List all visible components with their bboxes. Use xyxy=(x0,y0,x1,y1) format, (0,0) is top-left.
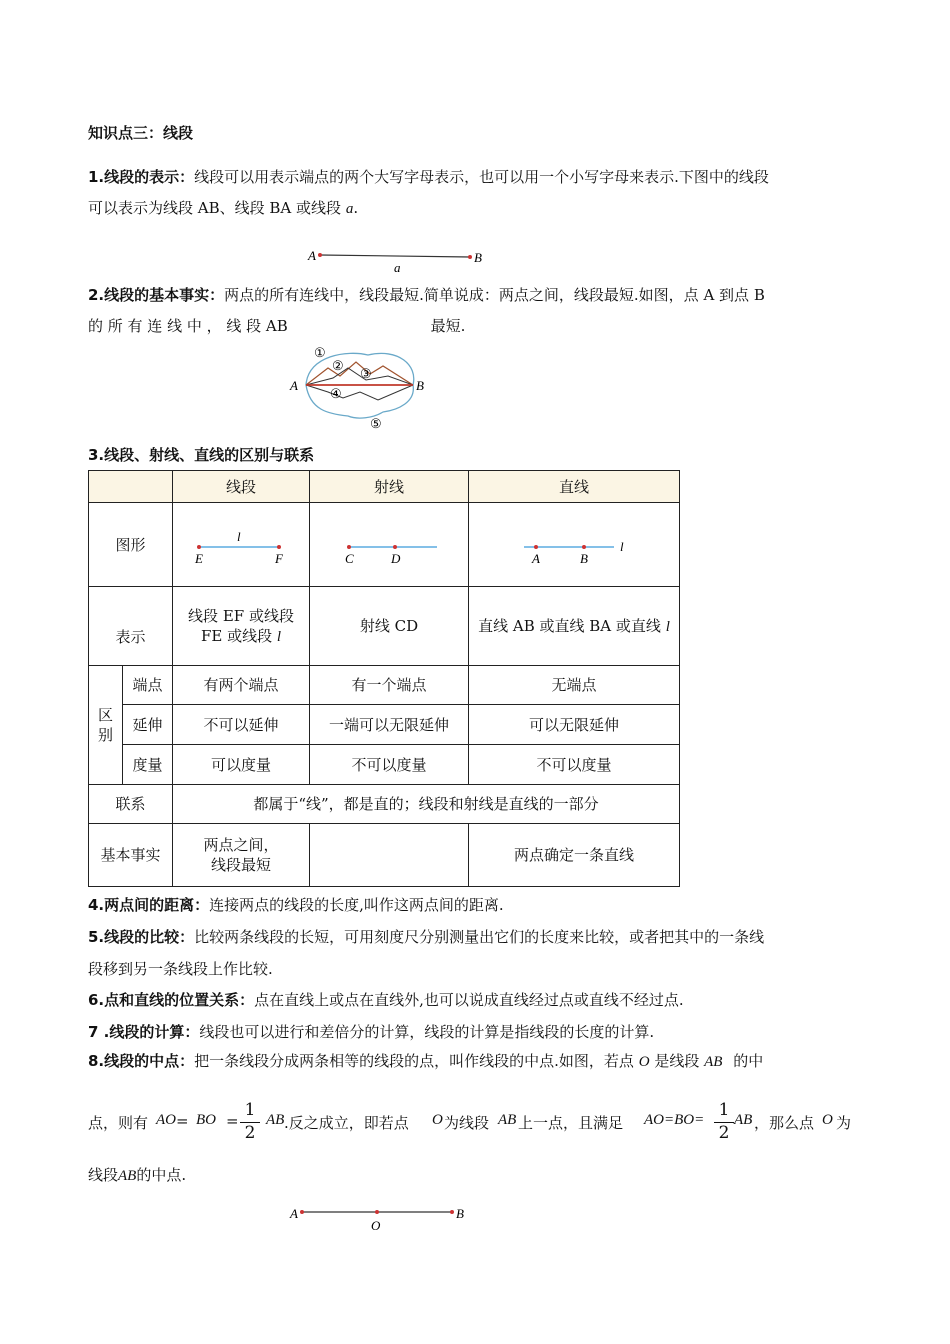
paragraph-4 xyxy=(88,894,860,916)
notation-line-text: 直线 AB 或直线 BA 或直线 xyxy=(478,616,661,635)
p8-text-1: 把一条线段分成两条相等的线段的点，叫作线段的中点.如图，若点 xyxy=(194,1052,634,1070)
comparison-table xyxy=(88,470,680,887)
p8-eq-1: = xyxy=(176,1112,189,1130)
row-label-relation: 联系 xyxy=(89,785,173,824)
cell-endpoints-segment: 有两个端点 xyxy=(173,666,310,705)
segment-a-label: a xyxy=(394,260,401,275)
point-b-label: B xyxy=(456,1206,464,1221)
frac-2-numerator: 1 xyxy=(718,1100,730,1120)
path-4-broken xyxy=(306,385,413,400)
paragraph-4-label: 4.两点间的距离： xyxy=(88,896,210,914)
point-a-label: A xyxy=(308,248,316,263)
paragraph-2-text: 两点的所有连线中，线段最短.简单说成：两点之间，线段最短.如图，点 A 到点 B xyxy=(224,286,765,304)
point-b-label: B xyxy=(474,250,482,265)
notation-ray: 射线 CD xyxy=(310,587,469,666)
p8-text-5: .反之成立，即若点 xyxy=(284,1114,409,1132)
paragraph-6 xyxy=(88,989,860,1011)
cell-endpoints-line: 无端点 xyxy=(469,666,680,705)
line-ab-figure xyxy=(514,517,634,567)
point-a-label: A xyxy=(290,1206,298,1221)
row-label-measure: 度量 xyxy=(123,745,173,785)
p8-var-ab-4: AB xyxy=(734,1112,753,1128)
fact-segment-line-1: 两点之间， xyxy=(203,836,279,854)
notation-segment-var: l xyxy=(276,628,282,645)
notation-line xyxy=(469,587,680,666)
p8-text-4: 点，则有 xyxy=(88,1114,149,1132)
paragraph-4-text: 连接两点的线段的长度,叫作这两点间的距离. xyxy=(209,896,504,914)
paragraph-2-text-3: 最短. xyxy=(430,317,466,335)
point-d-label: D xyxy=(391,551,401,566)
frac-2-denominator: 2 xyxy=(718,1123,730,1143)
cell-extension-line: 可以无限延伸 xyxy=(469,705,680,745)
p8-var-ab: AB xyxy=(704,1054,723,1070)
table-row-basic-fact xyxy=(89,824,680,887)
paragraph-5-line-2: 段移到另一条线段上作比较. xyxy=(88,960,273,978)
p8-var-ab-2: AB xyxy=(266,1112,285,1128)
p8-text-8: ，那么点 xyxy=(754,1114,815,1132)
paragraph-1-line-2 xyxy=(88,197,860,220)
paragraph-1-var: a xyxy=(345,201,354,217)
row-label-endpoints: 端点 xyxy=(123,666,173,705)
point-b-label: B xyxy=(416,378,424,393)
segment-ef-figure xyxy=(181,517,301,567)
cell-measure-ray: 不可以度量 xyxy=(310,745,469,785)
path-label-4: ④ xyxy=(330,386,342,401)
row-label-figure: 图形 xyxy=(89,503,173,587)
frac-1-denominator: 2 xyxy=(244,1123,256,1143)
table-header-row xyxy=(89,471,680,503)
p8-text-9: 为 xyxy=(836,1114,852,1132)
path-label-2: ② xyxy=(332,358,344,373)
figure-line xyxy=(469,503,680,587)
point-o-label: O xyxy=(371,1218,381,1233)
point-a-dot xyxy=(318,253,322,257)
paragraph-1-label: 1.线段的表示： xyxy=(88,168,195,186)
line-l-label: l xyxy=(620,539,624,554)
row-label-extension: 延伸 xyxy=(123,705,173,745)
path-label-5: ⑤ xyxy=(370,416,382,431)
point-o-dot xyxy=(375,1210,379,1214)
p8-var-ab-5: AB xyxy=(118,1168,137,1184)
point-a-dot xyxy=(534,545,538,549)
cell-endpoints-ray: 有一个端点 xyxy=(310,666,469,705)
paragraph-6-text: 点在直线上或点在直线外,也可以说成直线经过点或直线不经过点. xyxy=(254,991,684,1009)
table-row-extension xyxy=(89,705,680,745)
table-row-measure xyxy=(89,745,680,785)
paragraph-7-text: 线段也可以进行和差倍分的计算，线段的计算是指线段的长度的计算. xyxy=(199,1023,655,1041)
figure-ray xyxy=(310,503,469,587)
table-row-endpoints xyxy=(89,666,680,705)
paragraph-5-text: 比较两条线段的长短，可用刻度尺分别测量出它们的长度来比较，或者把其中的一条线 xyxy=(194,928,765,946)
point-b-label: B xyxy=(580,551,588,566)
paragraph-5-label: 5.线段的比较： xyxy=(88,928,195,946)
row-label-notation: 表示 xyxy=(89,587,173,666)
difference-char-1: 区 xyxy=(97,706,113,724)
point-d-dot xyxy=(393,545,397,549)
p8-eq-2: = xyxy=(226,1112,239,1130)
paragraph-1-end: . xyxy=(353,199,359,217)
paths-figure xyxy=(288,340,433,435)
paragraph-8-line-2 xyxy=(88,1100,860,1146)
point-b-dot xyxy=(450,1210,454,1214)
frac-1-numerator: 1 xyxy=(244,1100,256,1120)
p8-text-3: 的中 xyxy=(733,1052,764,1070)
notation-segment-text: FE 或线段 xyxy=(200,626,273,645)
notation-segment-line-1: 线段 EF 或线段 xyxy=(188,606,294,625)
notation-segment xyxy=(173,587,310,666)
p8-text-2: 是线段 xyxy=(654,1052,700,1070)
p8-text-7: 上一点，且满足 xyxy=(518,1114,624,1132)
paragraph-1-text-2: 可以表示为线段 AB、线段 BA 或线段 xyxy=(88,199,342,217)
fact-segment-line-2: 线段最短 xyxy=(210,856,271,874)
point-a-label: A xyxy=(290,378,298,393)
path-label-1: ① xyxy=(314,345,326,360)
row-label-basic-fact: 基本事实 xyxy=(89,824,173,887)
header-empty xyxy=(89,471,173,503)
header-line: 直线 xyxy=(469,471,680,503)
paragraph-2-label: 2.线段的基本事实： xyxy=(88,286,225,304)
p8-eq-expr: AO=BO= xyxy=(644,1112,705,1128)
point-f-dot xyxy=(277,545,281,549)
paragraph-7 xyxy=(88,1021,860,1043)
cell-measure-segment: 可以度量 xyxy=(173,745,310,785)
segment-figure xyxy=(300,240,500,280)
paragraph-2-text-2: 的 所 有 连 线 中 ， 线 段 AB xyxy=(88,317,288,335)
paragraph-3-label: 3.线段、射线、直线的区别与联系 xyxy=(88,446,315,464)
header-segment: 线段 xyxy=(173,471,310,503)
segment-ab-line xyxy=(320,255,470,257)
section-heading: 知识点三：线段 xyxy=(88,124,194,142)
point-b-dot xyxy=(582,545,586,549)
header-ray: 射线 xyxy=(310,471,469,503)
table-row-relation xyxy=(89,785,680,824)
difference-char-2: 别 xyxy=(97,726,113,744)
cell-relation: 都属于“线”，都是直的；线段和射线是直线的一部分 xyxy=(173,785,680,824)
point-f-label: F xyxy=(275,551,283,566)
point-c-dot xyxy=(347,545,351,549)
paragraph-8-label: 8.线段的中点： xyxy=(88,1052,195,1070)
paragraph-2-line-1 xyxy=(88,284,860,306)
point-e-dot xyxy=(197,545,201,549)
cell-fact-ray xyxy=(310,824,469,887)
p8-text-10: 线段 xyxy=(88,1166,119,1184)
midpoint-figure xyxy=(284,1200,484,1240)
figure-segment xyxy=(173,503,310,587)
cell-fact-segment xyxy=(173,824,310,887)
p8-var-bo: BO xyxy=(196,1112,216,1128)
point-e-label: E xyxy=(195,551,203,566)
point-c-label: C xyxy=(345,551,354,566)
paragraph-7-label: 7 .线段的计算： xyxy=(88,1023,200,1041)
p8-text-11: 的中点. xyxy=(136,1166,187,1184)
paragraph-8-line-3 xyxy=(88,1164,860,1187)
paragraph-1-line-1 xyxy=(88,166,860,188)
point-a-label: A xyxy=(532,551,540,566)
cell-fact-line: 两点确定一条直线 xyxy=(469,824,680,887)
cell-extension-ray: 一端可以无限延伸 xyxy=(310,705,469,745)
ray-cd-figure xyxy=(329,517,449,567)
p8-var-ao: AO xyxy=(156,1112,176,1128)
path-label-3: ③ xyxy=(360,366,372,381)
row-label-difference xyxy=(89,666,123,785)
paragraph-1-text: 线段可以用表示端点的两个大写字母表示，也可以用一个小写字母来表示.下图中的线段 xyxy=(194,168,769,186)
p8-var-o: O xyxy=(638,1054,650,1070)
point-b-dot xyxy=(468,255,472,259)
cell-measure-line: 不可以度量 xyxy=(469,745,680,785)
paragraph-5-line-1 xyxy=(88,926,860,948)
p8-var-o-2: O xyxy=(432,1112,443,1128)
point-a-dot xyxy=(300,1210,304,1214)
notation-segment-line-2 xyxy=(173,626,309,647)
segment-l-label: l xyxy=(237,529,241,544)
p8-text-6: 为线段 xyxy=(444,1114,490,1132)
p8-var-o-3: O xyxy=(822,1112,833,1128)
paragraph-6-label: 6.点和直线的位置关系： xyxy=(88,991,255,1009)
p8-var-ab-3: AB xyxy=(498,1112,517,1128)
cell-extension-segment: 不可以延伸 xyxy=(173,705,310,745)
paragraph-2-line-2 xyxy=(88,315,860,337)
table-row-notation xyxy=(89,587,680,666)
notation-line-var: l xyxy=(665,618,670,635)
table-row-figure xyxy=(89,503,680,587)
paragraph-8-line-1 xyxy=(88,1050,860,1073)
